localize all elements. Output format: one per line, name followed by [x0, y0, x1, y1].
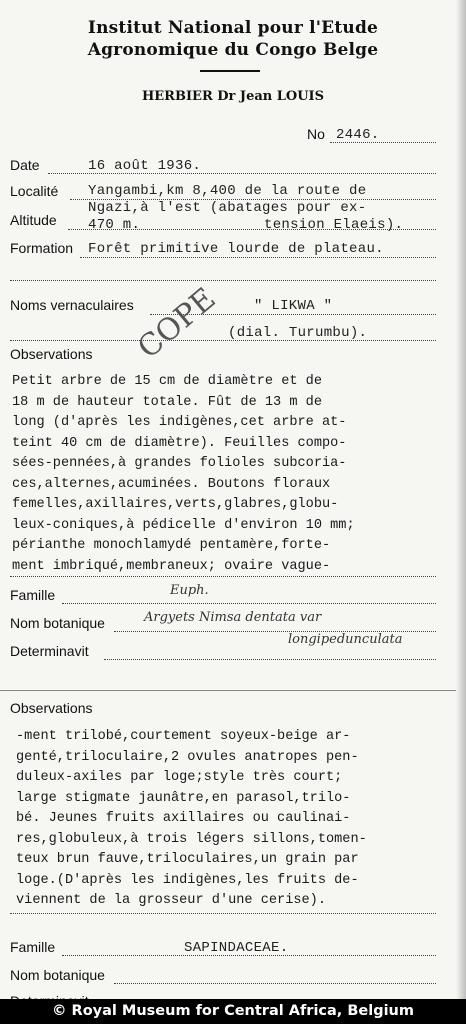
observations-label: Observations [10, 346, 93, 362]
observation-line: genté,triloculaire,2 ovules anatropes pen- [16, 749, 359, 765]
vernacular-dotted-line [150, 314, 436, 315]
observation-line: viennent de la grosseur d'une cerise). [16, 893, 326, 908]
determinavit-label: Determinavit [10, 643, 89, 659]
observation-line: femelles,axillaires,verts,glabres,globu- [12, 497, 339, 512]
number-value: 2446. [336, 127, 380, 143]
number-label: No [307, 126, 325, 142]
observation-line: bé. Jeunes fruits axillaires ou caulinai- [16, 811, 351, 826]
localite-value-line1: Yangambi,km 8,400 de la route de [88, 183, 367, 199]
vernacular-names-label: Noms vernaculaires [10, 297, 134, 313]
localite-value-line2: Ngazi,à l'est (abatages pour ex- [88, 200, 367, 216]
observation-line: Petit arbre de 15 cm de diamètre et de [12, 374, 322, 389]
observation-line: périanthe monochlamydé pentamère,forte- [12, 538, 331, 553]
observation-line: ment imbriqué,membraneux; ovaire vague- [12, 558, 331, 574]
observations-end-line [10, 576, 436, 577]
famille-value: SAPINDACEAE. [184, 940, 289, 956]
observations-text [12, 372, 355, 577]
copyright-footer: © Royal Museum for Central Africa, Belgium [0, 999, 466, 1024]
date-value: 16 août 1936. [88, 158, 202, 174]
observations-text-2 [16, 727, 367, 912]
observation-line: sées-pennées,à grandes folioles subcoria- [12, 456, 347, 471]
nom-botanique-handwritten-line1: Argyets Nimsa dentata var [144, 610, 322, 625]
institution-name-line2: Agronomique du Congo Belge [87, 40, 379, 60]
formation-dotted-line-2 [10, 280, 436, 281]
observations-label-2: Observations [10, 700, 93, 716]
copy-stamp: COPE [131, 281, 223, 366]
famille-handwritten: Euph. [170, 583, 209, 598]
localite-label: Localité [10, 183, 59, 199]
observation-line: 18 m de hauteur totale. Fût de 13 m de [12, 394, 322, 410]
famille-label-2: Famille [10, 939, 56, 955]
altitude-value: 470 m. [88, 217, 141, 233]
nom-botanique-handwritten-line2: longipedunculata [288, 632, 403, 647]
observation-line: teint 40 cm de diamètre). Feuilles compo- [12, 435, 347, 451]
vernacular-dialect-value: (dial. Turumbu). [228, 325, 368, 341]
herbarium-name: HERBIER Dr Jean LOUIS [141, 89, 325, 104]
observation-line: leux-coniques,à pédicelle d'environ 10 mm; [12, 517, 355, 533]
herbarium-label-card-back [0, 691, 466, 1024]
formation-dotted-line [80, 257, 436, 258]
famille-label: Famille [10, 587, 56, 603]
observation-line: loge.(D'après les indigènes,les fruits de- [16, 872, 359, 888]
institution-name-line1: Institut National pour l'Etude [87, 18, 379, 38]
localite-value-line3: tension Elaeis). [264, 217, 404, 233]
observation-line: teux brun fauve,triloculaires,un grain par [16, 852, 359, 867]
observations-end-line-2 [10, 913, 436, 914]
observation-line: duleux-axiles par loge;style très court; [16, 770, 343, 785]
observation-line: ces,alternes,acuminées. Boutons floraux [12, 476, 331, 492]
observation-line: large stigmate jaunâtre,en parasol,trilo- [16, 790, 351, 806]
nom-botanique-label: Nom botanique [10, 615, 105, 631]
formation-label: Formation [10, 240, 74, 256]
formation-value: Forêt primitive lourde de plateau. [88, 241, 384, 257]
observation-line: long (d'après les indigènes,cet arbre at- [12, 415, 347, 430]
observation-line: res,globuleux,à trois légers sillons,tomen- [16, 831, 367, 847]
date-label: Date [10, 157, 40, 173]
observation-line: -ment trilobé,courtement soyeux-beige ar- [16, 729, 351, 744]
altitude-label: Altitude [10, 212, 57, 228]
famille-dotted-line [62, 603, 436, 604]
vernacular-dotted-line-2 [10, 340, 436, 341]
determinavit-dotted-line [104, 659, 436, 660]
nom-botanique-dotted-line-2 [114, 983, 436, 984]
nom-botanique-label-2: Nom botanique [10, 967, 105, 983]
vernacular-name-value: " LIKWA " [254, 298, 333, 314]
header-divider [200, 70, 260, 72]
page-edge-shadow [456, 0, 466, 1024]
